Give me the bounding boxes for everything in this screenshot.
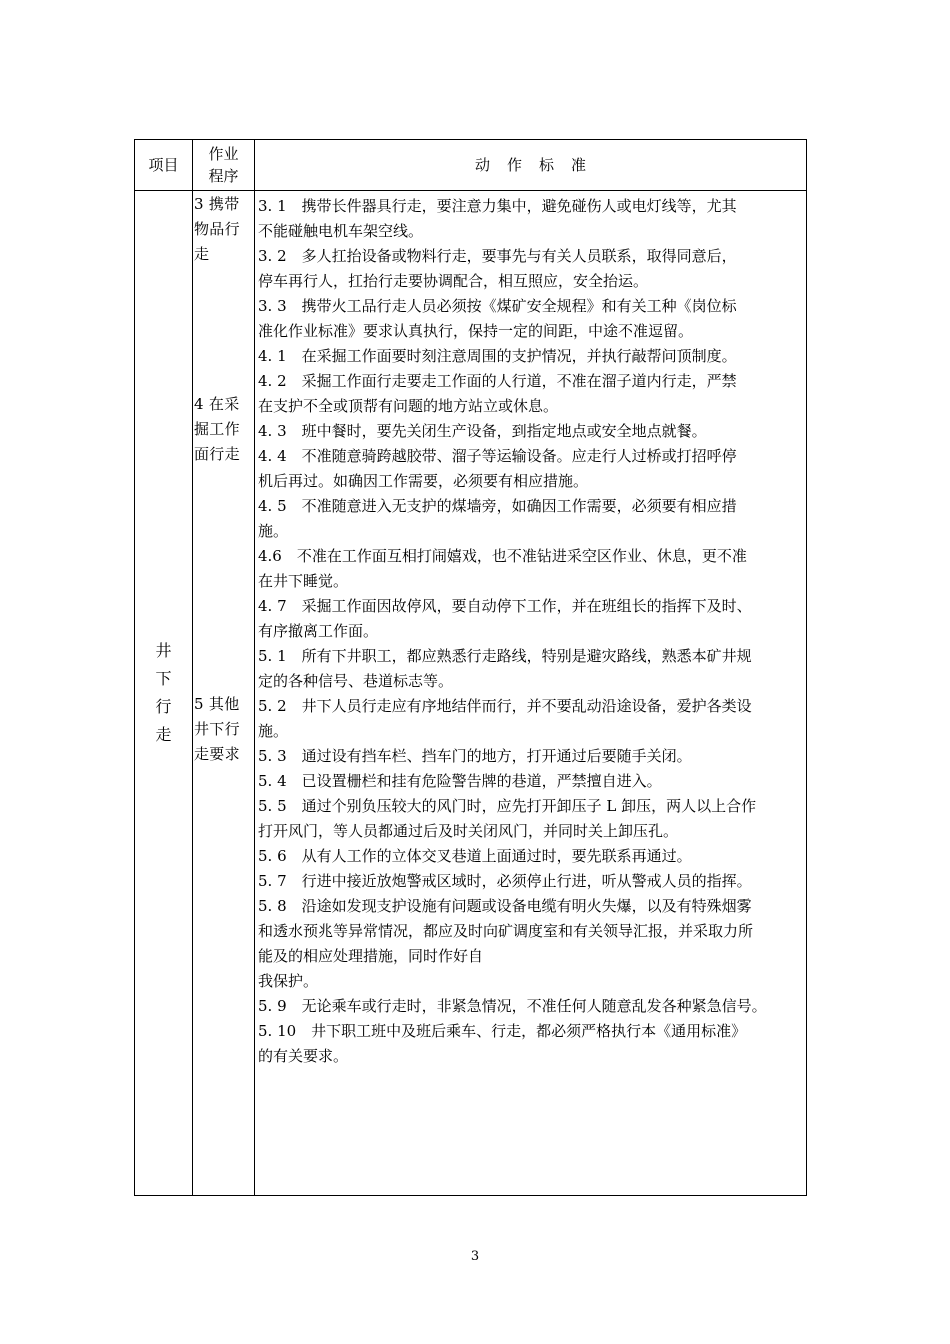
standard-line: 在支护不全或顶帮有问题的地方站立或休息。 (258, 397, 559, 415)
standard-line: 5. 6 从有人工作的立体交叉巷道上面通过时，要先联系再通过。 (258, 847, 692, 865)
standard-line: 5. 7 行进中接近放炮警戒区域时，必须停止行进，听从警戒人员的指挥。 (258, 872, 752, 890)
standard-line: 打开风门，等人员都通过后及时关闭风门，并同时关上卸压孔。 (258, 822, 679, 840)
standard-line: 机后再过。如确因工作需要，必须要有相应措施。 (258, 472, 589, 490)
standard-line: 4. 4 不准随意骑跨越胶带、溜子等运输设备。应走行人过桥或打招呼停 (258, 447, 737, 465)
header-item (135, 140, 193, 191)
standard-line: 不能碰触电机车架空线。 (258, 222, 424, 240)
table-body-row (135, 191, 807, 1196)
procedure-4: 4 在采掘工作面行走 (194, 395, 240, 463)
standard-line: 和透水预兆等异常情况，都应及时向矿调度室和有关领导汇报，并采取力所 (258, 922, 754, 940)
page-number: 3 (470, 1249, 480, 1264)
item-label: 井下行走 (155, 641, 172, 744)
standard-line: 5. 4 已设置栅栏和挂有危险警告牌的巷道，严禁擅自进入。 (258, 772, 662, 790)
standard-line: 能及的相应处理措施，同时作好自 (258, 947, 484, 965)
item-cell (135, 191, 193, 1196)
standard-line: 施。 (258, 522, 289, 540)
procedure-5: 5 其他井下行走要求 (194, 695, 240, 763)
procedure-cell (193, 191, 255, 1196)
standard-line: 3. 2 多人扛抬设备或物料行走，要事先与有关人员联系，取得同意后， (258, 247, 737, 265)
standard-line: 4. 2 采掘工作面行走要走工作面的人行道，不准在溜子道内行走，严禁 (258, 372, 737, 390)
standard-line: 4. 3 班中餐时，要先关闭生产设备，到指定地点或安全地点就餐。 (258, 422, 707, 440)
header-standard (255, 140, 807, 191)
header-item-label: 项目 (148, 156, 179, 174)
standard-line: 4. 7 采掘工作面因故停风，要自动停下工作，并在班组长的指挥下及时、 (258, 597, 752, 615)
standards-table (134, 139, 807, 1196)
header-procedure (193, 140, 255, 191)
standard-line: 5. 8 沿途如发现支护设施有问题或设备电缆有明火失爆，以及有特殊烟雾 (258, 897, 752, 915)
standard-line: 4. 5 不准随意进入无支护的煤墙旁，如确因工作需要，必须要有相应措 (258, 497, 737, 515)
standard-line: 3. 3 携带火工品行走人员必须按《煤矿安全规程》和有关工种《岗位标 (258, 297, 737, 315)
standard-line: 3. 1 携带长件器具行走，要注意力集中，避免碰伤人或电灯线等，尤其 (258, 197, 737, 215)
standard-line: 4.6 不准在工作面互相打闹嬉戏，也不准钻进采空区作业、休息，更不准 (258, 547, 747, 565)
standard-line: 5. 3 通过设有挡车栏、挡车门的地方，打开通过后要随手关闭。 (258, 747, 692, 765)
standard-line: 5. 5 通过个别负压较大的风门时，应先打开卸压子 L 卸压，两人以上合作 (258, 797, 757, 815)
standard-lines (258, 194, 802, 1069)
standard-line: 准化作业标准》要求认真执行，保持一定的间距，中途不准逗留。 (258, 322, 694, 340)
standard-line: 有序撤离工作面。 (258, 622, 379, 640)
header-standard-label: 动作标准 (474, 156, 603, 174)
standard-line: 施。 (258, 722, 289, 740)
standard-line: 4. 1 在采掘工作面要时刻注意周围的支护情况，并执行敲帮问顶制度。 (258, 347, 737, 365)
standard-line: 5. 10 井下职工班中及班后乘车、行走，都必须严格执行本《通用标准》 (258, 1022, 747, 1040)
standard-line: 5. 1 所有下井职工，都应熟悉行走路线，特别是避灾路线，熟悉本矿井规 (258, 647, 752, 665)
standard-line: 我保护。 (258, 972, 319, 990)
standard-cell (255, 191, 807, 1196)
standard-line: 定的各种信号、巷道标志等。 (258, 672, 454, 690)
procedure-3: 3 携带物品行走 (194, 195, 240, 263)
standard-line: 5. 2 井下人员行走应有序地结伴而行，并不要乱动沿途设备，爱护各类设 (258, 697, 752, 715)
standard-line: 在井下睡觉。 (258, 572, 349, 590)
standard-line: 停车再行人，扛抬行走要协调配合，相互照应，安全抬运。 (258, 272, 649, 290)
standard-line: 的有关要求。 (258, 1047, 349, 1065)
table-header-row (135, 140, 807, 191)
header-procedure-label: 作业 程序 (208, 145, 239, 185)
standard-line: 5. 9 无论乘车或行走时，非紧急情况，不准任何人随意乱发各种紧急信号。 (258, 997, 767, 1015)
